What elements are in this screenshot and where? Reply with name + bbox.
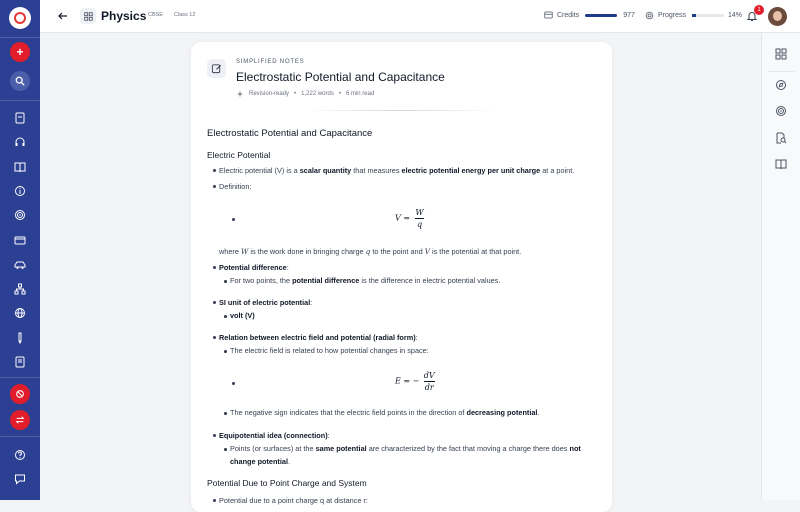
progress-label: Progress xyxy=(658,12,687,19)
progress-icon xyxy=(645,11,654,20)
headphones-icon[interactable] xyxy=(13,135,27,149)
plus-icon[interactable]: + xyxy=(10,42,30,62)
bullet xyxy=(224,412,227,415)
bullet xyxy=(213,336,216,339)
list-item: volt (V) xyxy=(230,311,255,320)
chat-icon[interactable] xyxy=(13,472,27,486)
list-item: Potential difference: xyxy=(219,263,289,272)
notification-badge: 1 xyxy=(754,5,764,15)
book-icon[interactable] xyxy=(13,160,27,174)
sparkle-icon xyxy=(236,90,244,98)
bullet xyxy=(232,218,235,221)
pen-icon[interactable] xyxy=(13,331,27,345)
doc-search-icon[interactable] xyxy=(773,130,789,146)
bullet xyxy=(213,266,216,269)
target-icon[interactable] xyxy=(773,103,789,119)
subject-icon xyxy=(80,8,96,24)
top-bar xyxy=(40,0,800,33)
credits-bar xyxy=(585,14,617,17)
help-icon[interactable] xyxy=(13,448,27,462)
compass-icon[interactable] xyxy=(773,77,789,93)
app-logo[interactable] xyxy=(9,7,31,29)
bullet xyxy=(213,434,216,437)
sidebar-divider xyxy=(0,100,40,101)
swap-icon[interactable] xyxy=(10,410,30,430)
list-item: For two points, the potential difference is the difference in electric potential values. xyxy=(230,276,501,285)
progress-value: 14% xyxy=(728,12,743,19)
car-icon[interactable] xyxy=(13,258,27,272)
timer-icon[interactable] xyxy=(10,384,30,404)
list-item: Equipotential idea (connection): xyxy=(219,431,330,440)
target-icon[interactable] xyxy=(13,208,27,222)
equation-field: E = − $\frac{dV}{dr}$ xyxy=(395,371,435,392)
status-text: Revision-ready xyxy=(249,91,290,97)
list-item: Points (or surfaces) at the same potential are characterized by the fact that moving a charge there does not xyxy=(230,444,581,453)
divider xyxy=(306,110,496,111)
book-icon[interactable] xyxy=(773,156,789,172)
sidebar-divider xyxy=(0,37,40,38)
subject-title: Physics xyxy=(101,9,147,23)
edit-note-icon xyxy=(207,59,226,78)
back-arrow-icon[interactable] xyxy=(57,10,69,22)
bullet xyxy=(213,169,216,172)
progress-track xyxy=(692,14,724,17)
bullet xyxy=(213,185,216,188)
list-item: The electric field is related to how potential changes in space: xyxy=(230,346,429,355)
list-item: Definition: xyxy=(219,182,252,191)
credits-label: Credits xyxy=(557,11,580,19)
notes-card xyxy=(191,42,612,512)
read-time: 6 min read xyxy=(345,91,375,97)
credits-indicator xyxy=(544,11,635,19)
sidebar-divider xyxy=(0,436,40,437)
right-rail xyxy=(761,33,800,500)
bullet xyxy=(224,280,227,283)
section-heading: Electrostatic Potential and Capacitance xyxy=(207,128,373,139)
notes-eyebrow: SIMPLIFIED NOTES xyxy=(236,59,305,65)
bullet xyxy=(224,350,227,353)
credits-value: 977 xyxy=(623,11,635,19)
bullet xyxy=(213,301,216,304)
grid-icon[interactable] xyxy=(773,46,789,62)
list-item: The negative sign indicates that the electric field points in the direction of decreasing potential. xyxy=(230,408,540,417)
globe-icon[interactable] xyxy=(13,306,27,320)
card-icon[interactable] xyxy=(13,233,27,247)
notes-title: Electrostatic Potential and Capacitance xyxy=(236,70,445,84)
wallet-icon xyxy=(544,11,553,19)
bullet xyxy=(213,499,216,502)
list-item: Electric potential (V) is a scalar quantity that measures electric potential energy per unit charge at a point. xyxy=(219,166,575,175)
sidebar-divider xyxy=(0,377,40,378)
subsection-heading: Electric Potential xyxy=(207,150,271,160)
list-item: where W is the work done in bringing charge q to the point and V is the potential at that point. xyxy=(219,247,522,256)
list-item: SI unit of electric potential: xyxy=(219,298,313,307)
list-item: Potential due to a point charge q at distance r: xyxy=(219,496,368,505)
bullet xyxy=(232,382,235,385)
bullet xyxy=(224,315,227,318)
board-tag: CBSE xyxy=(148,12,163,18)
class-tag: Class 12 xyxy=(174,12,196,18)
bullet xyxy=(224,448,227,451)
left-sidebar xyxy=(0,0,40,500)
document-icon[interactable] xyxy=(13,111,27,125)
list-item-continuation: change potential. xyxy=(230,457,291,466)
tree-icon[interactable] xyxy=(13,282,27,296)
list-item: Relation between electric field and potential (radial form): xyxy=(219,333,418,342)
equation-potential: V = $\frac{W}{q}$ xyxy=(395,208,424,229)
notes-meta: Revision-ready • 1,222 words • 6 min read xyxy=(236,90,374,98)
search-icon[interactable] xyxy=(10,71,30,91)
avatar[interactable] xyxy=(768,7,787,26)
word-count: 1,222 words xyxy=(301,91,334,97)
info-icon[interactable] xyxy=(13,184,27,198)
progress-indicator xyxy=(645,11,742,20)
subsection-heading: Potential Due to Point Charge and System xyxy=(207,478,367,488)
rail-divider xyxy=(768,71,795,72)
notebook-icon[interactable] xyxy=(13,355,27,369)
progress-fill xyxy=(692,14,696,17)
